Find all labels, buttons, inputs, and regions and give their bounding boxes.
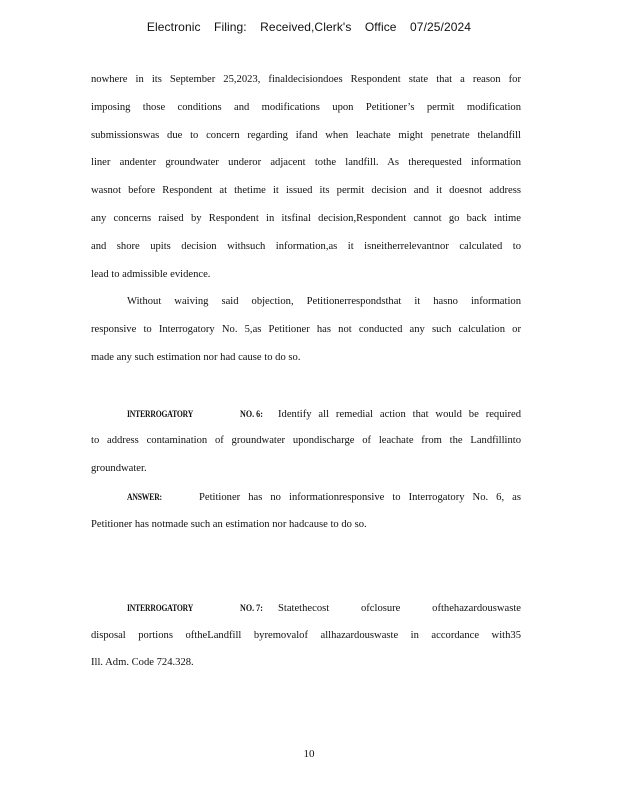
interrogatory-6-heading: [127, 409, 521, 420]
body-line: responsive to Interrogatory No. 5,as Petitioner has not conducted any such calculation or: [91, 324, 521, 335]
body-line: Petitioner has notmade such an estimation nor hadcause to do so.: [91, 519, 367, 530]
interrogatory-number: NO. 6:: [240, 410, 263, 420]
body-line: wasnot before Respondent at thetime it issued its permit decision and it doesnot address: [91, 185, 521, 196]
filing-header: Electronic Filing: Received,Clerk's Office 07/25/2024: [146, 20, 472, 34]
body-line: nowhere in its September 25,2023, finaldecisiondoes Respondent state that a reason for: [91, 74, 521, 85]
interrogatory-text: Identify all remedial action that would be required: [278, 409, 521, 420]
answer-6-heading: [127, 492, 521, 503]
body-line: any concerns raised by Respondent in itsfinal decision,Respondent cannot go back intime: [91, 213, 521, 224]
body-line: disposal portions oftheLandfill byremovalof allhazardouswaste in accordance with35: [91, 630, 521, 641]
body-line: Without waiving said objection, Petitionerrespondsthat it hasno information: [127, 296, 521, 307]
body-line: lead to admissible evidence.: [91, 269, 211, 280]
interrogatory-label: INTERROGATORY: [127, 409, 194, 419]
body-line: submissionswas due to concern regarding ifand when leachate might penetrate thelandfill: [91, 130, 521, 141]
answer-text: Petitioner has no informationresponsive to Interrogatory No. 6, as: [199, 492, 521, 503]
body-line: Ill. Adm. Code 724.328.: [91, 657, 194, 668]
body-line: liner andenter groundwater underor adjacent tothe landfill. As therequested information: [91, 157, 521, 168]
body-line: to address contamination of groundwater upondischarge of leachate from the Landfillinto: [91, 435, 521, 446]
interrogatory-number: NO. 7:: [240, 604, 263, 614]
interrogatory-7-heading: [127, 603, 521, 614]
page-number: 10: [303, 748, 315, 760]
interrogatory-label: INTERROGATORY: [127, 603, 194, 613]
interrogatory-text: Statethecost ofclosure ofthehazardouswaste: [278, 603, 521, 614]
answer-label: ANSWER:: [127, 492, 162, 502]
body-line: made any such estimation nor had cause to do so.: [91, 352, 301, 363]
body-line: groundwater.: [91, 463, 147, 474]
body-line: imposing those conditions and modifications upon Petitioner’s permit modification: [91, 102, 521, 113]
body-line: and shore upits decision withsuch information,as it isneitherrelevantnor calculated to: [91, 241, 521, 252]
